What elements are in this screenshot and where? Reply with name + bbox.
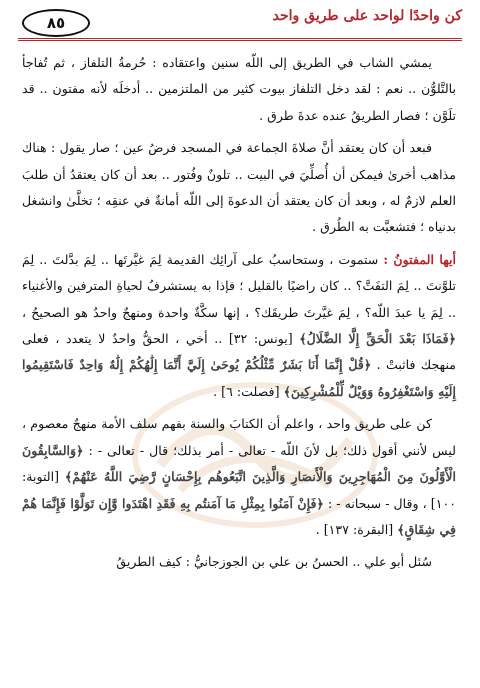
paragraph-lead: أيها المفتونُ :: [383, 251, 457, 267]
header-divider: [18, 38, 462, 41]
quran-verse: ﴿فَمَاذَا بَعْدَ الْحَقِّ إِلَّا الضَّلَالُ﴾: [299, 331, 456, 347]
paragraph-text: كن على طريق واحد ، واعلم أن الكتابَ والسنة بفهم سلف الأمة منهجٌ معصوم ، ليس لأنني أقول ذلك؛ بل لأنَ اللّه - تعالى - أمر بذلك؛ قال - تعالى - :: [22, 416, 456, 458]
verse-reference: [فصلت: ٦] .: [213, 383, 284, 399]
paragraph-5: [22, 549, 456, 575]
page-body: [22, 50, 456, 678]
paragraph-text: فبعد أن كان يعتقد أنَّ صلاةَ الجماعة في المسجد فرضُ عين ؛ صار يقول : هناك مذاهب أخرىٰ فيمكن أن أُصلِّيَ في البيت .. تلونٌ وفُتور .. بعد أن كان يعتقدُ أن طلبَ العلم لازمٌ له ، وبعد أن كان يعتقد أن الدعوةَ إلى اللّه أمانةٌ في عنقِه ؛ تخلَّىٰ وانشغل بدنياه ؛ فتشعبَّت به الطُرق .: [22, 140, 456, 235]
quran-verse: ﴿وَالسَّابِقُونَ الْأَوَّلُونَ مِنَ الْمُهَاجِرِينَ وَالْأَنصَارِ وَالَّذِينَ اتَّبَعُوهُم بِإِحْسَانٍ رَّضِيَ اللَّهُ عَنْهُمْ﴾: [22, 442, 456, 485]
quran-verse: ﴿قُلْ إِنَّمَا أَنَا بَشَرٌ مِّثْلُكُمْ يُوحَىٰ إِلَيَّ أَنَّمَا إِلَٰهُكُمْ إِلَٰهٌ وَاحِدٌ فَاسْتَقِيمُوا إِلَيْهِ وَاسْتَغْفِرُوهُ وَوَيْلٌ لِّلْمُشْرِكِينَ﴾: [22, 357, 456, 399]
paragraph-text: سُئل أبو علي .. الحسنُ بن علي بن الجوزجانيُّ : كيف الطريقُ: [116, 554, 432, 570]
page-header: [18, 6, 462, 40]
verse-reference: [التوبة: ١٠٠] ، وقال - سبحانه - :: [22, 469, 456, 511]
verse-reference: [يونس: ٣٢] .. أخي ، الحقُّ واحدٌ لا يتعدد ، فعلى منهجك فاثبتْ .: [22, 331, 456, 373]
paragraph-1: [22, 50, 456, 129]
page-number: ٨٥: [22, 9, 90, 37]
paragraph-text: يمشي الشاب في الطريق إلى اللّه سنين واعتقاده : حُرمةُ التلفاز ، ثم تُفاجأ بالتَّلوُّن .. نعم : لقد دخل التلفاز بيوت كثير من الملتزمين .. أدخلَه لأنه مفتون .. قد تلَوَّن ؛ فصار الطريقُ عنده عدةَ طرق .: [22, 55, 456, 123]
paragraph-text: ستموت ، وستحاسبُ على آرائِك القديمة لِمَ غيَّرتَها .. لِمَ بدَّلتَ .. لِمَ تلوَّنتَ .. لِمَ التفَتَّ؟ .. كان راضيًا بالقليل ؛ فإذا به يستشرفُ لحياةِ المترفين والأغنياء .. لِمَ يا عبدَ اللّه؟ ، لِمَ غيَّرتَ طريقَك؟ ، إنها سكَّةٌ واحدة ومنهجٌ واحدٌ هو الصحيحُ ،: [22, 251, 456, 320]
paragraph-3: [22, 247, 456, 405]
verse-reference: [البقرة: ١٣٧] .: [315, 521, 398, 537]
running-title: كن واحدًا لواحد على طريق واحد: [272, 8, 462, 24]
paragraph-4: [22, 411, 456, 543]
quran-verse: ﴿فَإِنْ آمَنُوا بِمِثْلِ مَا آمَنتُم بِهِ فَقَدِ اهْتَدَوا وَّإِن تَوَلَّوْا فَإِنَّمَا هُمْ فِي شِقَاقٍ﴾: [22, 495, 456, 537]
paragraph-2: [22, 135, 456, 241]
